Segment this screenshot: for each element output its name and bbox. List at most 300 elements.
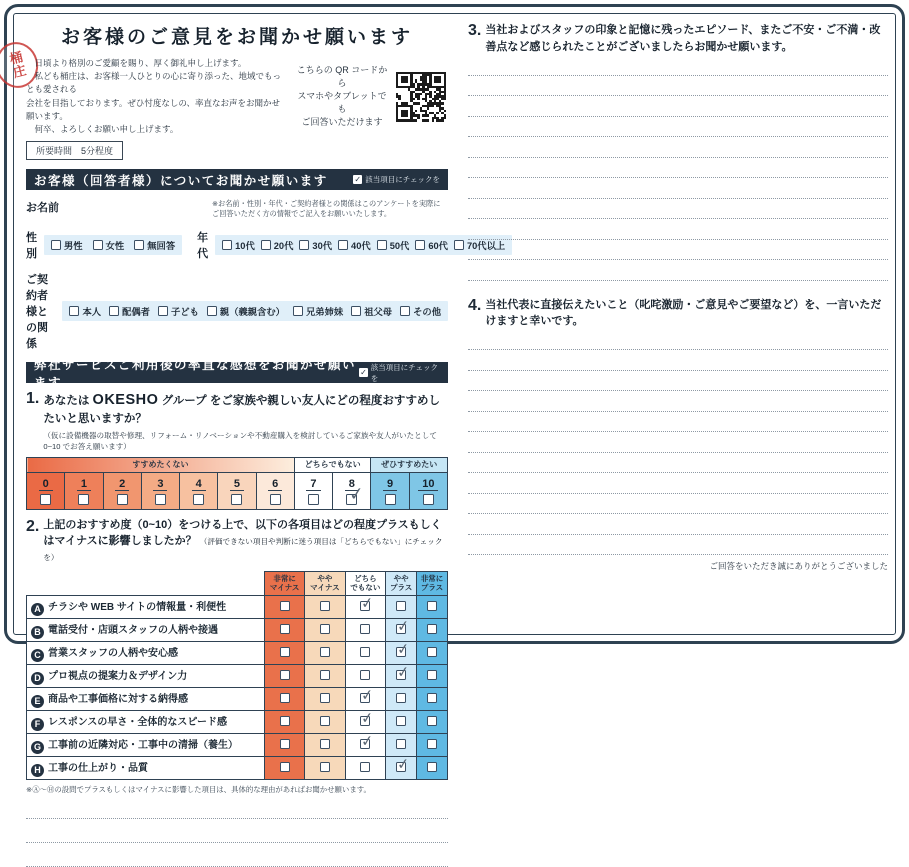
- grid-cell: [345, 733, 386, 756]
- nps-cell-5: [218, 472, 256, 509]
- grid-checkbox-G-3[interactable]: [396, 739, 406, 749]
- gender-label: 性別: [26, 232, 37, 261]
- gender-checkbox[interactable]: [134, 240, 144, 250]
- grid-cell: [416, 756, 447, 779]
- answer-line: [468, 95, 888, 96]
- grid-row-C: [27, 641, 448, 664]
- nps-cell-7: [294, 472, 332, 509]
- option-label: 兄弟姉妹: [305, 307, 344, 318]
- grid-cell: [265, 641, 305, 664]
- option-label: 20代: [273, 241, 294, 252]
- grid-column-header-line: やや: [317, 574, 333, 584]
- grid-checkbox-C-1[interactable]: [320, 647, 330, 657]
- question-3-text: 当社およびスタッフの印象と記憶に残ったエピソード、またご不安・ご不満・改善点など感じられたことがございましたらお聞かせ願います。: [485, 24, 881, 53]
- relation-option[interactable]: [207, 304, 285, 318]
- grid-row-G: [27, 733, 448, 756]
- grid-row-label: [27, 710, 265, 733]
- row-letter-badge: E: [31, 695, 44, 708]
- question-4: [468, 297, 888, 330]
- thanks-message: ご回答をいただき誠にありがとうございました: [709, 561, 888, 571]
- intro-line: 会社を目指しております。ぜひ忖度なしの、率直なお声をお聞かせ願います。: [26, 97, 280, 121]
- grid-column-header: [386, 571, 417, 595]
- grid-checkbox-B-3[interactable]: [396, 624, 406, 634]
- gender-option[interactable]: [51, 238, 83, 252]
- relation-label: ご契約者様との関係: [26, 274, 48, 351]
- qr-code: [396, 72, 446, 122]
- grid-checkbox-C-0[interactable]: [280, 647, 290, 657]
- nps-checkbox-4[interactable]: [193, 494, 204, 505]
- grid-checkbox-A-0[interactable]: [280, 601, 290, 611]
- grid-checkbox-F-4[interactable]: [427, 716, 437, 726]
- question-4-text: 当社代表に直接伝えたいこと（叱咤激励・ご意見やご要望など）を、一言いただけますと幸いです。: [485, 298, 882, 327]
- grid-checkbox-E-0[interactable]: [280, 693, 290, 703]
- answer-line: [468, 218, 888, 219]
- grid-checkbox-H-1[interactable]: [320, 762, 330, 772]
- section-header-respondent: [26, 169, 448, 190]
- relation-checkbox[interactable]: [207, 306, 217, 316]
- rating-grid-table: [26, 571, 448, 780]
- grid-cell: [345, 710, 386, 733]
- nps-checkbox-6[interactable]: [270, 494, 281, 505]
- left-page: [26, 16, 506, 867]
- grid-checkbox-A-4[interactable]: [427, 601, 437, 611]
- answer-line: [468, 259, 888, 260]
- grid-checkbox-D-3[interactable]: [396, 670, 406, 680]
- grid-checkbox-C-3[interactable]: [396, 647, 406, 657]
- answer-line: [468, 75, 888, 76]
- name-note-line: ご回答いただく方の情報でご記入をお願いいたします。: [212, 209, 392, 219]
- right-page: [468, 22, 888, 572]
- qr-caption: [294, 64, 390, 129]
- name-note-line: ※お名前・性別・年代・ご契約者様との関係はこのアンケートを実際に: [212, 199, 441, 209]
- grid-cell: [345, 595, 386, 618]
- relation-checkbox[interactable]: [293, 306, 303, 316]
- nps-checkbox-3[interactable]: [155, 494, 166, 505]
- answer-line: [468, 280, 888, 281]
- grid-checkbox-A-3[interactable]: [396, 601, 406, 611]
- question-3: [468, 22, 888, 55]
- time-required-box: 所要時間 5分程度: [26, 141, 123, 160]
- nps-checkbox-8[interactable]: [346, 494, 357, 505]
- gender-checkbox[interactable]: [93, 240, 103, 250]
- grid-column-header-line: やや: [393, 574, 409, 584]
- grid-checkbox-E-4[interactable]: [427, 693, 437, 703]
- row-label-text: プロ視点の提案力＆デザイン力: [48, 670, 188, 682]
- nps-value-label: 5: [230, 478, 244, 491]
- nps-cell-10: [409, 472, 447, 509]
- answer-line: [468, 493, 888, 494]
- grid-cell: [265, 687, 305, 710]
- grid-cell: [305, 687, 345, 710]
- grid-cell: [416, 710, 447, 733]
- grid-cell: [386, 641, 417, 664]
- badge-label: 該当項目にチェックを: [370, 362, 438, 383]
- relation-checkbox[interactable]: [400, 306, 410, 316]
- grid-checkbox-E-2[interactable]: [360, 693, 370, 703]
- grid-cell: [265, 595, 305, 618]
- grid-cell: [386, 595, 417, 618]
- grid-checkbox-B-0[interactable]: [280, 624, 290, 634]
- grid-column-header: [305, 571, 345, 595]
- nps-cell-8: [333, 472, 371, 509]
- grid-checkbox-F-1[interactable]: [320, 716, 330, 726]
- grid-checkbox-H-3[interactable]: [396, 762, 406, 772]
- answer-line: [26, 818, 448, 819]
- age-checkbox[interactable]: [454, 240, 464, 250]
- grid-cell: [305, 733, 345, 756]
- grid-checkbox-D-1[interactable]: [320, 670, 330, 680]
- option-label: 女性: [105, 241, 125, 252]
- nps-cell-4: [180, 472, 218, 509]
- grid-checkbox-D-2[interactable]: [360, 670, 370, 680]
- grid-checkbox-B-4[interactable]: [427, 624, 437, 634]
- age-option[interactable]: [261, 238, 294, 252]
- grid-checkbox-F-0[interactable]: [280, 716, 290, 726]
- nps-cell-9: [371, 472, 409, 509]
- grid-cell: [416, 595, 447, 618]
- question-1-text: [43, 390, 448, 452]
- nps-value-label: 3: [153, 478, 167, 491]
- page-title: お客様のご意見をお聞かせ願います: [60, 27, 413, 48]
- grid-cell: [305, 618, 345, 641]
- question-1: [26, 390, 448, 452]
- nps-cell-3: [141, 472, 179, 509]
- gender-age-row: [26, 229, 506, 261]
- section-title: 弊社サービスご利用後の率直な感想をお聞かせ願います: [34, 357, 357, 390]
- grid-checkbox-G-2[interactable]: [360, 739, 370, 749]
- qr-module: [444, 119, 446, 121]
- grid-cell: [386, 618, 417, 641]
- grid-column-header-line: どちら: [354, 574, 377, 584]
- option-label: 男性: [64, 241, 83, 252]
- relation-option[interactable]: [109, 304, 150, 318]
- grid-checkbox-H-4[interactable]: [427, 762, 437, 772]
- answer-line: [468, 136, 888, 137]
- nps-value-label: 1: [77, 478, 91, 491]
- grid-cell: [305, 664, 345, 687]
- nps-value-label: 4: [192, 478, 206, 491]
- qr-caption-line: スマホやタブレットでも: [297, 90, 387, 115]
- grid-cell: [305, 641, 345, 664]
- row-label-text: 電話受付・店頭スタッフの人柄や接遇: [48, 624, 218, 636]
- age-checkbox[interactable]: [377, 240, 387, 250]
- grid-column-header-line: マイナス: [310, 583, 340, 593]
- nps-value-label: 2: [115, 478, 129, 491]
- grid-column-header-line: プラス: [420, 583, 444, 593]
- nps-group-header: どちらでもない: [294, 457, 371, 472]
- question-2: [26, 518, 448, 566]
- option-label: 子ども: [170, 307, 199, 318]
- gender-options: [44, 235, 182, 255]
- grid-cell: [345, 756, 386, 779]
- intro-line: 私ども桶庄は、お客様一人ひとりの心に寄り添った、地域でもっとも愛される: [26, 71, 282, 95]
- grid-column-header: [265, 571, 305, 595]
- age-checkbox[interactable]: [338, 240, 348, 250]
- check-instruction-badge: [359, 362, 440, 384]
- q1-brand-suffix: グループ: [158, 395, 210, 408]
- q2-text: 上記のおすすめ度（0~10）をつける上で、以下の各項目はどの程度プラスもしくはマイナスに影響しましたか？: [43, 518, 442, 547]
- grid-checkbox-B-1[interactable]: [320, 624, 330, 634]
- age-option[interactable]: [415, 238, 448, 252]
- relation-option[interactable]: [293, 304, 343, 318]
- option-label: 30代: [312, 241, 333, 252]
- grid-checkbox-H-0[interactable]: [280, 762, 290, 772]
- grid-footnote: ※Ⓐ〜Ⓗの設問でプラスもしくはマイナスに影響した項目は、具体的な理由があればお聞かせ願います。: [26, 784, 371, 794]
- relation-checkbox[interactable]: [69, 306, 79, 316]
- grid-cell: [386, 687, 417, 710]
- answer-line: [468, 239, 888, 240]
- question-1-note: （仮に設備機器の取替や修理、リフォーム・リノベーションや不動産購入を検討しているご家族や友人がいたとして 0~10 でお答え願います）: [43, 430, 437, 451]
- checked-checkbox-icon: ✓: [354, 175, 362, 185]
- grid-row-label: [27, 756, 265, 779]
- answer-line: [26, 842, 448, 843]
- grid-cell: [265, 664, 305, 687]
- nps-value-label: 7: [306, 478, 320, 491]
- intro-text: [26, 57, 288, 136]
- answer-line: [468, 349, 888, 350]
- grid-checkbox-F-2[interactable]: [360, 716, 370, 726]
- grid-empty-corner: [27, 571, 265, 595]
- grid-cell: [305, 710, 345, 733]
- brand-name: OKESHO: [92, 392, 159, 409]
- grid-checkbox-E-3[interactable]: [396, 693, 406, 703]
- relation-options: [62, 301, 448, 321]
- grid-checkbox-F-3[interactable]: [396, 716, 406, 726]
- age-label: 年代: [197, 232, 209, 261]
- row-label-text: チラシや WEB サイトの情報量・利便性: [48, 601, 227, 613]
- name-field-label: お名前: [26, 202, 59, 215]
- q4-answer-area[interactable]: [468, 349, 888, 555]
- nps-scale-group-row: [27, 457, 448, 472]
- answer-line: [468, 370, 888, 371]
- option-label: 親（義親含む）: [219, 307, 285, 318]
- nps-group-header: ぜひすすめたい: [371, 457, 448, 472]
- row-letter-badge: G: [31, 741, 44, 754]
- row-letter-badge: F: [31, 718, 44, 731]
- nps-cell-6: [256, 472, 294, 509]
- grid-checkbox-H-2[interactable]: [360, 762, 370, 772]
- age-checkbox[interactable]: [415, 240, 425, 250]
- q1-text-before: あなたは: [43, 395, 93, 408]
- question-1-number: 1.: [26, 390, 40, 408]
- answer-line: [468, 554, 888, 555]
- q1-text-after: をご家族や親しい友人にどの程度おすすめしたいと思いますか？: [43, 395, 440, 426]
- intro-line: 日頃より格別のご愛顧を賜り、厚く御礼申し上げます。: [26, 58, 247, 68]
- row-label-text: 工事前の近隣対応・工事中の清掃（養生）: [48, 739, 238, 751]
- nps-checkbox-0[interactable]: [40, 494, 51, 505]
- relation-option[interactable]: [400, 304, 441, 318]
- question-2-note: （評価できない項目や判断に迷う項目は「どちらでもない」にチェックを）: [43, 536, 443, 562]
- grid-checkbox-G-0[interactable]: [280, 739, 290, 749]
- grid-cell: [416, 641, 447, 664]
- option-label: 配偶者: [122, 307, 150, 318]
- grid-cell: [265, 733, 305, 756]
- question-2-number: 2.: [26, 517, 40, 535]
- row-label-text: レスポンスの早さ・全体的なスピード感: [48, 716, 227, 728]
- grid-checkbox-G-4[interactable]: [427, 739, 437, 749]
- grid-cell: [386, 710, 417, 733]
- grid-cell: [345, 687, 386, 710]
- grid-column-header: [416, 571, 447, 595]
- row-letter-badge: C: [31, 649, 44, 662]
- gender-option[interactable]: [93, 238, 125, 252]
- relation-row: [26, 271, 448, 351]
- check-instruction-badge: [353, 174, 440, 185]
- grid-cell: [386, 733, 417, 756]
- row-letter-badge: D: [31, 672, 44, 685]
- checked-checkbox-icon: ✓: [360, 368, 367, 378]
- option-label: 本人: [82, 307, 102, 318]
- grid-checkbox-G-1[interactable]: [320, 739, 330, 749]
- age-option[interactable]: [338, 238, 371, 252]
- grid-cell: [265, 618, 305, 641]
- grid-row-H: [27, 756, 448, 779]
- option-label: 40代: [351, 241, 371, 252]
- name-note: [212, 199, 448, 219]
- question-2-text: [43, 518, 448, 566]
- relation-option[interactable]: [351, 304, 392, 318]
- grid-row-label: [27, 595, 265, 618]
- answer-line: [468, 411, 888, 412]
- grid-row-label: [27, 687, 265, 710]
- grid-row-E: [27, 687, 448, 710]
- nps-value-label: 10: [418, 478, 438, 491]
- grid-column-header-line: でもない: [350, 583, 381, 593]
- q3-answer-area[interactable]: [468, 75, 888, 281]
- row-label-text: 商品や工事価格に対する納得感: [48, 693, 188, 705]
- age-option[interactable]: [377, 238, 410, 252]
- name-row: [26, 199, 448, 219]
- grid-checkbox-A-1[interactable]: [320, 601, 330, 611]
- nps-cell-0: [27, 472, 65, 509]
- answer-line: [468, 534, 888, 535]
- nps-checkbox-5[interactable]: [231, 494, 242, 505]
- nps-cell-2: [103, 472, 141, 509]
- badge-label: 該当項目にチェックを: [365, 175, 440, 185]
- answer-line: [468, 513, 888, 514]
- intro-line: 何卒、よろしくお願い申し上げます。: [26, 123, 179, 134]
- option-label: 無回答: [147, 241, 176, 252]
- nps-checkbox-1[interactable]: [78, 494, 89, 505]
- answer-line: [468, 390, 888, 391]
- section-header-feedback: [26, 357, 448, 390]
- row-letter-badge: H: [31, 764, 44, 777]
- question-3-number: 3.: [468, 22, 482, 39]
- age-option[interactable]: [222, 238, 255, 252]
- option-label: 60代: [428, 241, 448, 252]
- grid-row-A: [27, 595, 448, 618]
- grid-checkbox-D-4[interactable]: [427, 670, 437, 680]
- option-label: 祖父母: [364, 307, 393, 318]
- gender-option[interactable]: [134, 238, 175, 252]
- grid-row-label: [27, 641, 265, 664]
- grid-row-F: [27, 710, 448, 733]
- grid-cell: [345, 664, 386, 687]
- nps-cell-1: [65, 472, 103, 509]
- grid-column-header-line: マイナス: [269, 583, 300, 593]
- nps-group-header: すすめたくない: [27, 457, 295, 472]
- option-label: 70代以上: [466, 241, 506, 252]
- grid-cell: [386, 756, 417, 779]
- nps-scale-table: [26, 457, 448, 510]
- row-letter-badge: A: [31, 603, 44, 616]
- relation-option[interactable]: [158, 304, 199, 318]
- grid-checkbox-E-1[interactable]: [320, 693, 330, 703]
- nps-scale-value-row: [27, 472, 448, 509]
- grid-row-label: [27, 618, 265, 641]
- grid-column-header: [345, 571, 386, 595]
- grid-cell: [416, 664, 447, 687]
- grid-row-B: [27, 618, 448, 641]
- age-checkbox[interactable]: [261, 240, 271, 250]
- grid-cell: [305, 756, 345, 779]
- answer-line: [468, 431, 888, 432]
- intro-row: [26, 57, 448, 136]
- nps-checkbox-2[interactable]: [117, 494, 128, 505]
- nps-value-label: 9: [383, 478, 397, 491]
- answer-line: [468, 157, 888, 158]
- grid-header-row: [27, 571, 448, 595]
- qr-caption-line: ご回答いただけます: [301, 117, 383, 128]
- grid-checkbox-A-2[interactable]: [360, 601, 370, 611]
- answer-line: [468, 177, 888, 178]
- grid-column-header-line: プラス: [390, 583, 413, 593]
- age-option[interactable]: [299, 238, 332, 252]
- answer-line: [468, 116, 888, 117]
- grid-cell: [265, 756, 305, 779]
- grid-cell: [345, 618, 386, 641]
- grid-checkbox-D-0[interactable]: [280, 670, 290, 680]
- section-title: お客様（回答者様）についてお聞かせ願います: [34, 173, 328, 188]
- grid-checkbox-C-2[interactable]: [360, 647, 370, 657]
- grid-column-header-line: 非常に: [273, 574, 296, 584]
- relation-checkbox[interactable]: [351, 306, 361, 316]
- relation-checkbox[interactable]: [158, 306, 168, 316]
- grid-checkbox-C-4[interactable]: [427, 647, 437, 657]
- nps-checkbox-7[interactable]: [308, 494, 319, 505]
- age-checkbox[interactable]: [299, 240, 309, 250]
- grid-row-label: [27, 664, 265, 687]
- grid-cell: [416, 687, 447, 710]
- relation-option[interactable]: [69, 304, 101, 318]
- q2-comment-area[interactable]: [26, 818, 448, 867]
- gender-checkbox[interactable]: [51, 240, 61, 250]
- grid-row-label: [27, 733, 265, 756]
- grid-row-D: [27, 664, 448, 687]
- grid-cell: [416, 733, 447, 756]
- nps-checkbox-10[interactable]: [423, 494, 434, 505]
- grid-cell: [416, 618, 447, 641]
- option-label: その他: [413, 307, 441, 318]
- nps-value-label: 6: [268, 478, 282, 491]
- grid-cell: [345, 641, 386, 664]
- option-label: 50代: [389, 241, 410, 252]
- nps-value-label: 0: [39, 478, 53, 491]
- row-label-text: 工事の仕上がり・品質: [48, 762, 148, 774]
- row-label-text: 営業スタッフの人柄や安心感: [48, 647, 178, 659]
- grid-cell: [386, 664, 417, 687]
- answer-line: [468, 452, 888, 453]
- relation-checkbox[interactable]: [109, 306, 119, 316]
- age-checkbox[interactable]: [222, 240, 232, 250]
- nps-checkbox-9[interactable]: [385, 494, 396, 505]
- answer-line: [468, 472, 888, 473]
- answer-line: [468, 198, 888, 199]
- company-seal-stamp: 桶庄: [0, 38, 43, 93]
- grid-checkbox-B-2[interactable]: [360, 624, 370, 634]
- question-4-number: 4.: [468, 296, 482, 314]
- grid-cell: [265, 710, 305, 733]
